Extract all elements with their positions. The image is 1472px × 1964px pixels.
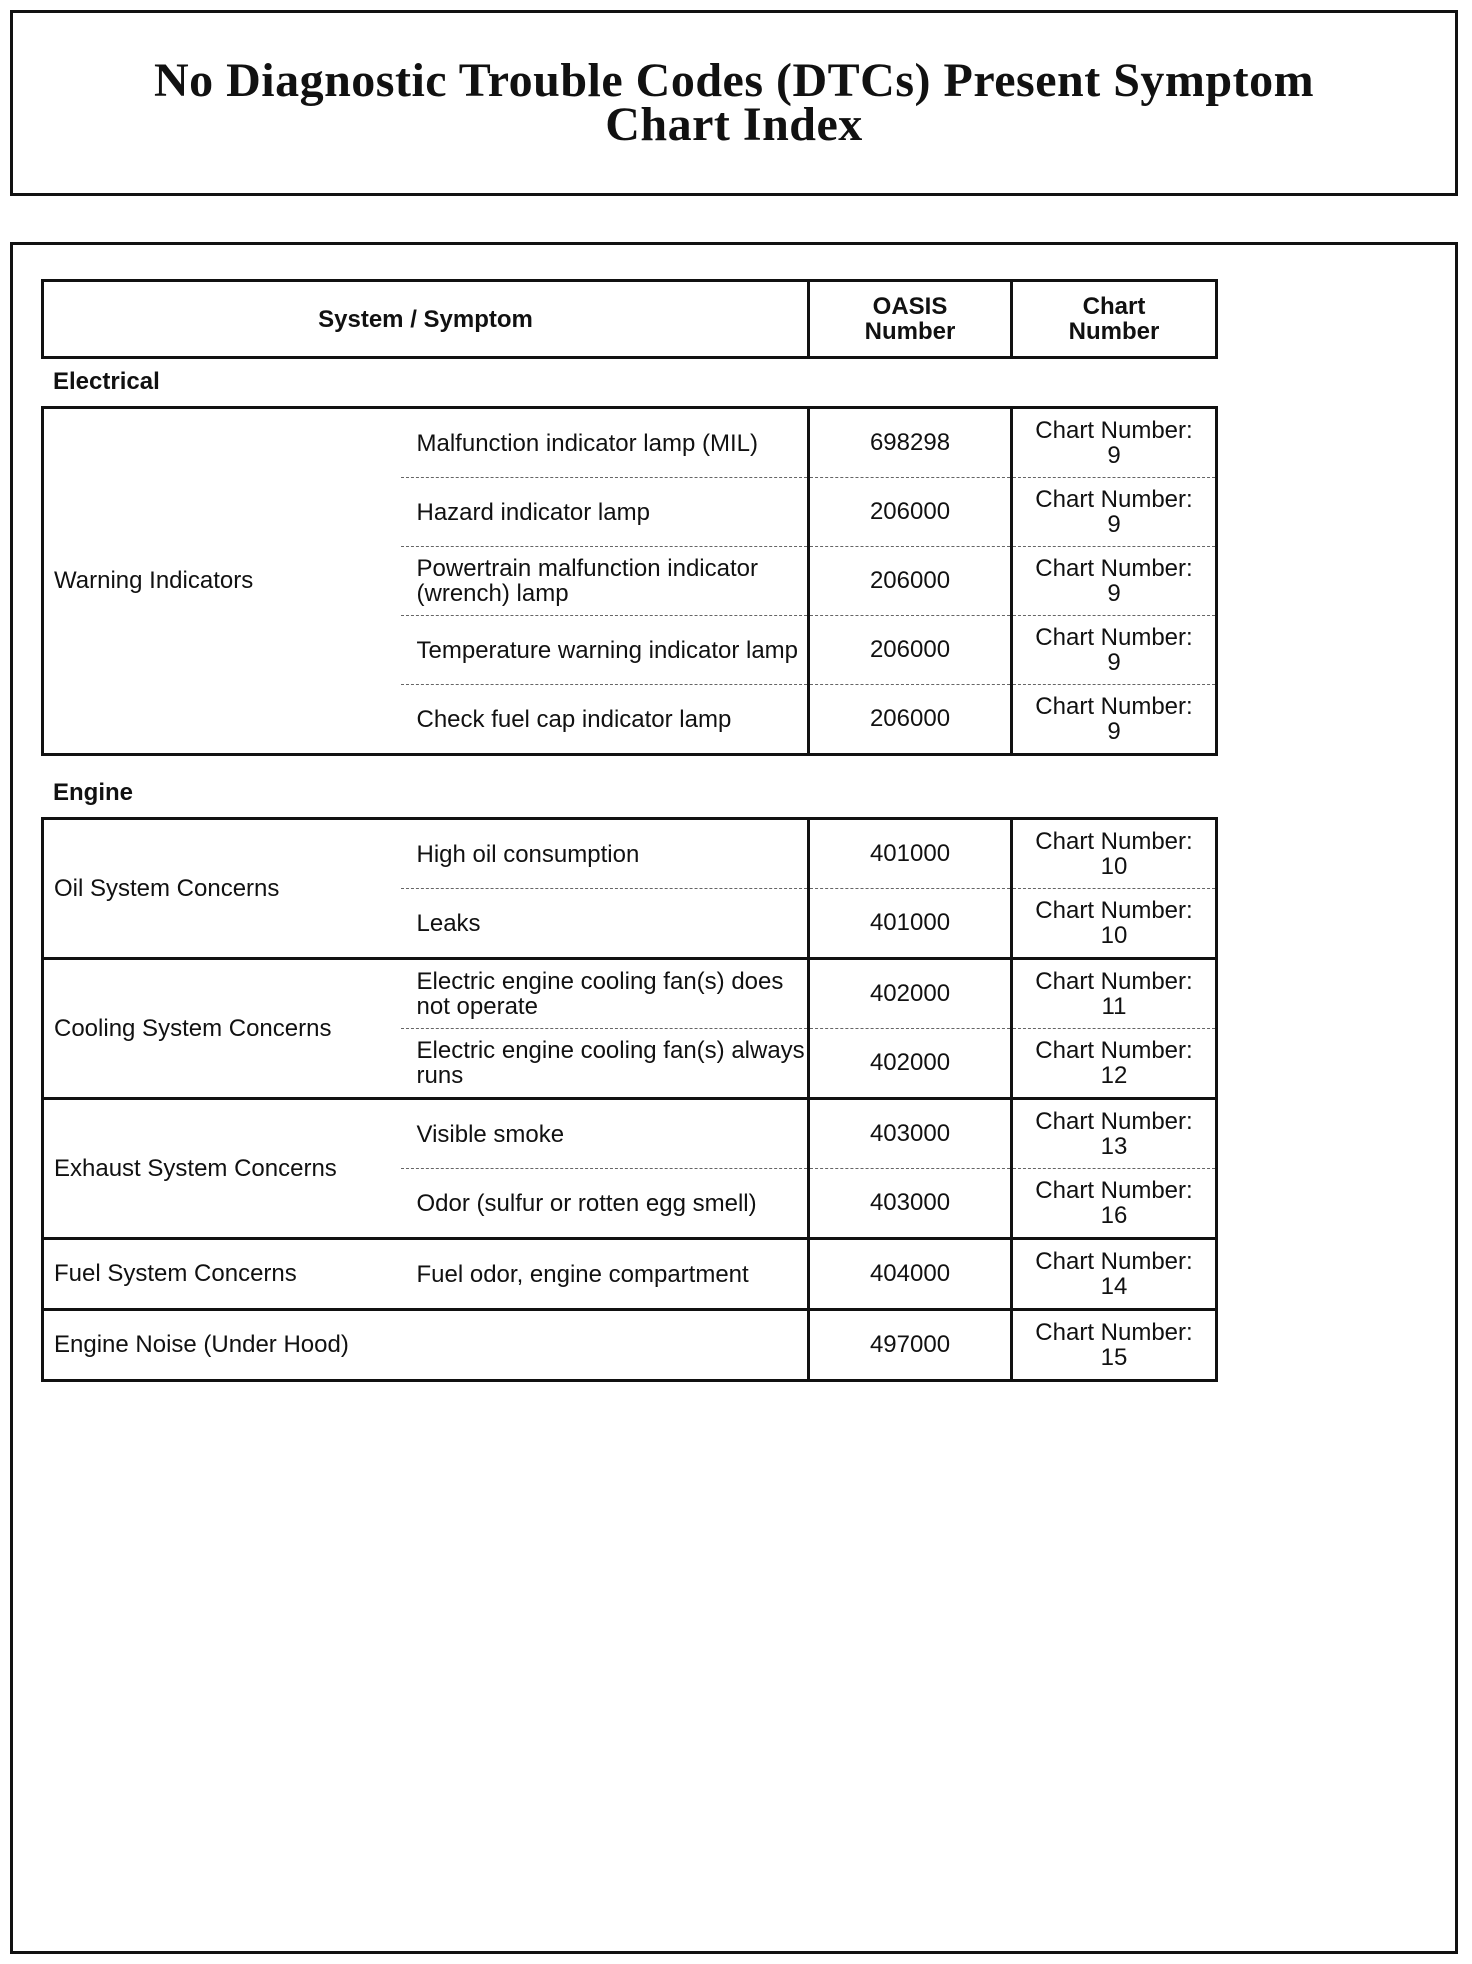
table-row: [43, 819, 1217, 889]
chart-cell: Chart Number: 9: [1012, 478, 1217, 547]
system-exhaust: Exhaust System Concerns: [43, 1099, 401, 1239]
table-row: [43, 408, 1217, 478]
table-row: [43, 1099, 1217, 1169]
symptom-cell: Malfunction indicator lamp (MIL): [401, 408, 809, 478]
chart-cell: Chart Number: 10: [1012, 889, 1217, 959]
oasis-cell: 698298: [809, 408, 1012, 478]
header-system-symptom: System / Symptom: [43, 281, 809, 358]
symptom-cell: Hazard indicator lamp: [401, 478, 809, 547]
symptom-cell: Temperature warning indicator lamp: [401, 616, 809, 685]
chart-cell: Chart Number: 15: [1012, 1310, 1217, 1381]
chart-cell: Chart Number: 9: [1012, 685, 1217, 755]
oasis-cell: 404000: [809, 1239, 1012, 1310]
engine-table: [41, 817, 1218, 1382]
oasis-cell: 403000: [809, 1169, 1012, 1239]
symptom-cell: Odor (sulfur or rotten egg smell): [401, 1169, 809, 1239]
header-chart-number: Chart Number: [1012, 281, 1217, 358]
oasis-cell: 401000: [809, 889, 1012, 959]
symptom-cell: Fuel odor, engine compartment: [401, 1239, 809, 1310]
oasis-cell: 206000: [809, 685, 1012, 755]
oasis-cell: 402000: [809, 959, 1012, 1029]
chart-cell: Chart Number: 9: [1012, 408, 1217, 478]
symptom-cell: Leaks: [401, 889, 809, 959]
table-row: [43, 959, 1217, 1029]
oasis-cell: 206000: [809, 547, 1012, 616]
oasis-cell: 206000: [809, 478, 1012, 547]
oasis-cell: 497000: [809, 1310, 1012, 1381]
table-row: [43, 1310, 1217, 1381]
chart-cell: Chart Number: 10: [1012, 819, 1217, 889]
section-engine: Engine: [53, 779, 134, 806]
electrical-table: [41, 406, 1218, 756]
chart-cell: Chart Number: 14: [1012, 1239, 1217, 1310]
oasis-cell: 402000: [809, 1029, 1012, 1099]
symptom-cell: High oil consumption: [401, 819, 809, 889]
chart-cell: Chart Number: 9: [1012, 547, 1217, 616]
oasis-cell: 403000: [809, 1099, 1012, 1169]
chart-cell: Chart Number: 11: [1012, 959, 1217, 1029]
system-oil: Oil System Concerns: [43, 819, 401, 959]
header-table: [41, 279, 1218, 359]
chart-cell: Chart Number: 16: [1012, 1169, 1217, 1239]
system-cooling: Cooling System Concerns: [43, 959, 401, 1099]
page-title-line-2: Chart Index: [605, 98, 863, 151]
content-box: [10, 242, 1458, 1954]
system-warning-indicators: Warning Indicators: [43, 408, 401, 755]
symptom-cell: Powertrain malfunction indicator (wrench) lamp: [401, 547, 809, 616]
oasis-cell: 401000: [809, 819, 1012, 889]
system-fuel: Fuel System Concerns: [43, 1239, 401, 1310]
system-engine-noise: Engine Noise (Under Hood): [43, 1310, 809, 1381]
symptom-cell: Electric engine cooling fan(s) does not operate: [401, 959, 809, 1029]
chart-cell: Chart Number: 9: [1012, 616, 1217, 685]
symptom-cell: Check fuel cap indicator lamp: [401, 685, 809, 755]
page-title-line-1: No Diagnostic Trouble Codes (DTCs) Present Symptom: [153, 54, 1315, 107]
oasis-cell: 206000: [809, 616, 1012, 685]
chart-cell: Chart Number: 13: [1012, 1099, 1217, 1169]
symptom-cell: Electric engine cooling fan(s) always runs: [401, 1029, 809, 1099]
title-box: [10, 10, 1458, 196]
symptom-cell: Visible smoke: [401, 1099, 809, 1169]
section-electrical: Electrical: [53, 368, 160, 395]
table-row: [43, 1239, 1217, 1310]
header-oasis-number: OASIS Number: [809, 281, 1012, 358]
chart-cell: Chart Number: 12: [1012, 1029, 1217, 1099]
